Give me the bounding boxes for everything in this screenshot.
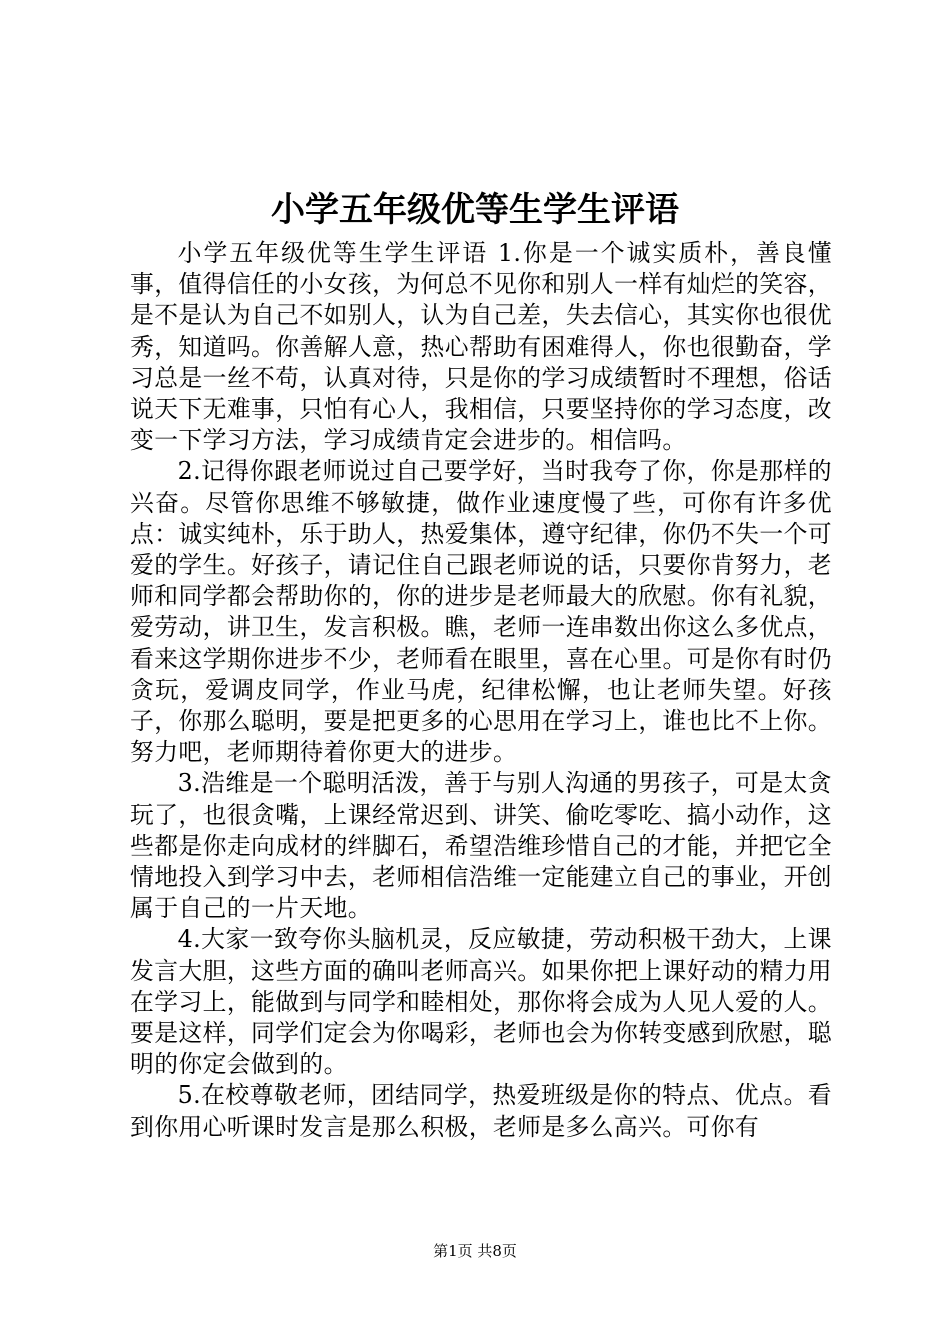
- paragraph-4: 4.大家一致夸你头脑机灵，反应敏捷，劳动积极干劲大，上课发言大胆，这些方面的确叫老师高兴。如果你把上课好动的精力用在学习上，能做到与同学和睦相处，那你将会成为人见人爱的人。要是这样，同学们定会为你喝彩，老师也会为你转变感到欣慰，聪明的你定会做到的。: [130, 925, 832, 1079]
- document-title: 小学五年级优等生学生评语: [271, 190, 679, 230]
- paragraph-3: 3.浩维是一个聪明活泼，善于与别人沟通的男孩子，可是太贪玩了，也很贪嘴，上课经常迟到、讲笑、偷吃零吃、搞小动作，这些都是你走向成材的绊脚石，希望浩维珍惜自己的才能，并把它全情地投入到学习中去，老师相信浩维一定能建立自己的事业，开创属于自己的一片天地。: [130, 769, 832, 923]
- paragraph-2: 2.记得你跟老师说过自己要学好，当时我夸了你，你是那样的兴奋。尽管你思维不够敏捷，做作业速度慢了些，可你有许多优点：诚实纯朴，乐于助人，热爱集体，遵守纪律，你仍不失一个可爱的学生。好孩子，请记住自己跟老师说的话，只要你肯努力，老师和同学都会帮助你的，你的进步是老师最大的欣慰。你有礼貌，爱劳动，讲卫生，发言积极。瞧，老师一连串数出你这么多优点，看来这学期你进步不少，老师看在眼里，喜在心里。可是你有时仍贪玩，爱调皮同学，作业马虎，纪律松懈，也让老师失望。好孩子，你那么聪明，要是把更多的心思用在学习上，谁也比不上你。努力吧，老师期待着你更大的进步。: [130, 457, 832, 767]
- page-number-footer: 第1页 共8页: [433, 1242, 517, 1260]
- paragraph-5: 5.在校尊敬老师，团结同学，热爱班级是你的特点、优点。看到你用心听课时发言是那么积极，老师是多么高兴。可你有: [130, 1081, 832, 1141]
- document-body: [130, 238, 832, 1143]
- paragraph-1: 小学五年级优等生学生评语 1.你是一个诚实质朴，善良懂事，值得信任的小女孩，为何总不见你和别人一样有灿烂的笑容，是不是认为自己不如别人，认为自己差，失去信心，其实你也很优秀，知道吗。你善解人意，热心帮助有困难得人，你也很勤奋，学习总是一丝不苟，认真对待，只是你的学习成绩暂时不理想，俗话说天下无难事，只怕有心人，我相信，只要坚持你的学习态度，改变一下学习方法，学习成绩肯定会进步的。相信吗。: [130, 239, 832, 455]
